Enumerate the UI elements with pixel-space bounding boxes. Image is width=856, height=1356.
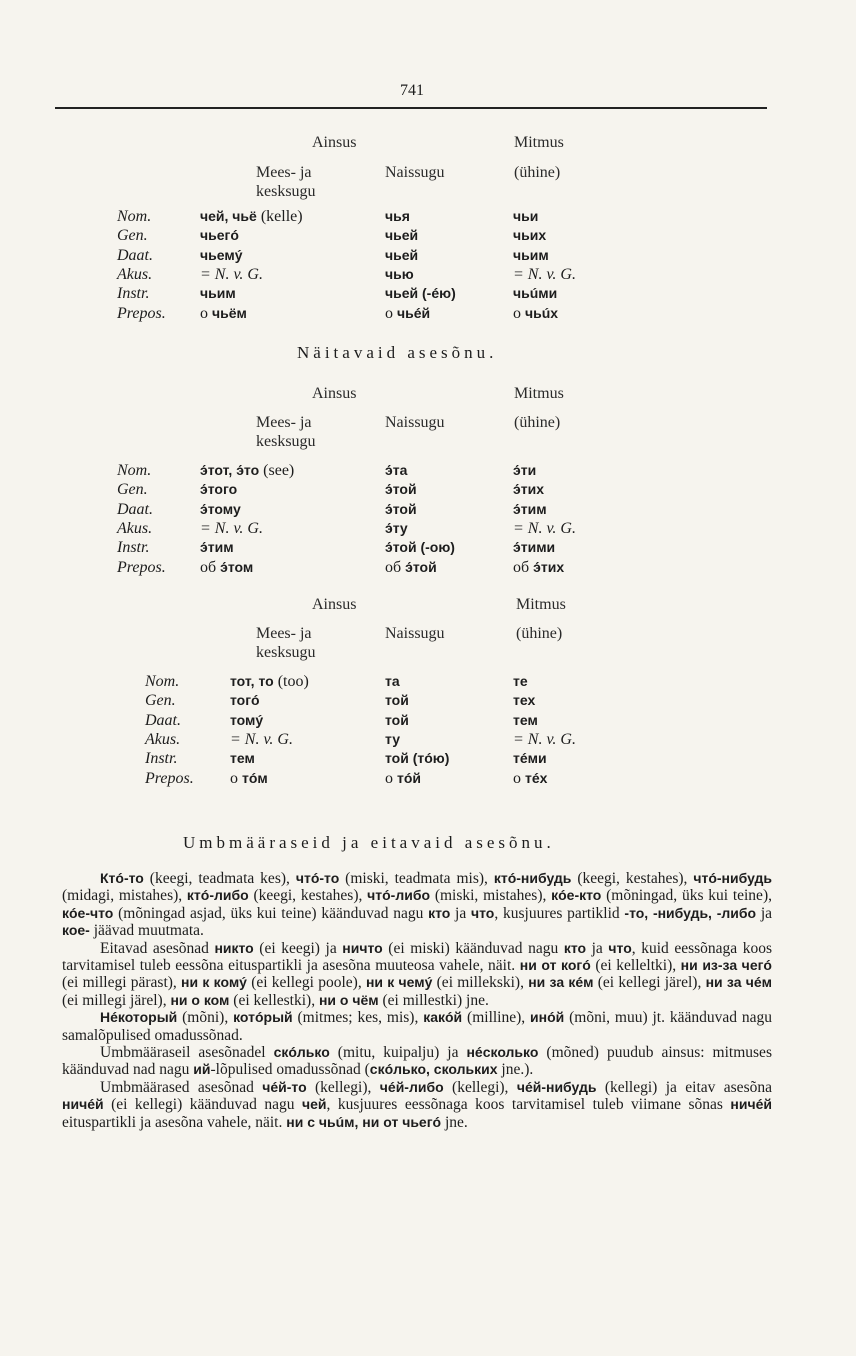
form-plur: э́тими xyxy=(513,539,556,556)
form-fem: э́та xyxy=(385,462,408,478)
form-fem: чьей (-éю) xyxy=(385,285,456,302)
case-label: Instr. xyxy=(117,539,150,557)
form-masc: чьемý xyxy=(200,246,243,263)
case-label: Prepos. xyxy=(117,304,166,322)
case-label: Akus. xyxy=(117,519,153,537)
case-label: Akus. xyxy=(145,730,181,748)
case-label: Prepos. xyxy=(117,558,166,576)
header-uhine: (ühine) xyxy=(516,625,563,642)
header-mitmus: Mitmus xyxy=(514,385,564,402)
form-plur: тех xyxy=(513,692,536,709)
form-fem: о чьéй xyxy=(385,304,431,322)
paragraph: Ктó-то (keegi, teadmata kes), чтó-то (miski, teadmata mis), ктó-нибудь (keegi, kestahes), чтó-нибудь (midagi, mistahes), ктó-либо (keegi, kestahes), чтó-либо (miski, mistahes), кóе-кто (mõningad, üks kui teine), кóе-что (mõningad asjad, üks kui teine) käänduvad nagu кто ja что, kusjuures partiklid -то, -нибудь, -либо ja кое- jäävad muutmata. xyxy=(62,870,773,940)
case-label: Nom. xyxy=(117,462,152,479)
form-masc: = N. v. G. xyxy=(200,265,263,283)
header-naissugu: Naissugu xyxy=(385,625,445,642)
header-mees: Mees- ja xyxy=(256,164,312,181)
header-uhine: (ühine) xyxy=(514,164,561,181)
header-ainsus: Ainsus xyxy=(312,385,357,402)
paragraph: Нéкоторый (mõni), котóрый (mitmes; kes, mis), какóй (milline), инóй (mõni, muu) jt. käänduvad nagu samalõpulised omadussõnad. xyxy=(62,1009,772,1044)
form-fem: той (тóю) xyxy=(385,750,450,767)
form-fem: об э́той xyxy=(385,558,437,576)
form-masc: о тóм xyxy=(230,769,268,787)
header-mees: Mees- ja xyxy=(256,414,312,431)
form-plur: = N. v. G. xyxy=(513,730,576,748)
form-plur: = N. v. G. xyxy=(513,265,576,283)
form-masc: = N. v. G. xyxy=(230,730,293,748)
form-masc: об э́том xyxy=(200,558,254,576)
form-masc: чьим xyxy=(200,285,236,302)
header-mitmus: Mitmus xyxy=(514,134,564,151)
paragraph: Eitavad asesõnad никто (ei keegi) ja ничто (ei miski) käänduvad nagu кто ja что, kuid eessõnaga koos tarvitamisel tuleb eessõna eituspartikli ja asesõna muuteosa vahele, näit. ни от когó (ei kelleltki), ни из-за чегó (ei millegi pärast), ни к комý (ei kellegi poole), ни к чемý (ei millekski), ни за кéм (ei kellegi järel), ни за чéм (ei millegi järel), ни о ком (ei kellestki), ни о чём (ei millestki) jne. xyxy=(62,939,773,1009)
form-masc: тот, то (too) xyxy=(230,673,309,690)
page-number: 741 xyxy=(400,82,424,99)
case-label: Instr. xyxy=(117,285,150,303)
case-label: Gen. xyxy=(117,227,148,245)
form-plur: тéми xyxy=(513,750,547,767)
form-fem: э́той (-ою) xyxy=(385,539,455,556)
form-fem: э́ту xyxy=(385,519,408,536)
form-plur: чьим xyxy=(513,246,549,263)
form-masc: чьегó xyxy=(200,227,239,244)
case-label: Daat. xyxy=(145,711,181,729)
form-fem: чьей xyxy=(385,227,419,244)
form-masc: тем xyxy=(230,750,255,767)
form-plur: те xyxy=(513,673,528,689)
case-label: Daat. xyxy=(117,500,153,518)
form-plur: о чьúх xyxy=(513,304,559,322)
form-plur: тем xyxy=(513,711,538,728)
form-plur: э́тих xyxy=(513,481,544,498)
header-naissugu: Naissugu xyxy=(385,164,445,181)
header-mitmus: Mitmus xyxy=(516,596,566,613)
case-label: Daat. xyxy=(117,246,153,264)
form-masc: э́тому xyxy=(200,500,241,517)
header-naissugu: Naissugu xyxy=(385,414,445,431)
form-fem: чью xyxy=(385,265,414,282)
form-masc: э́тот, э́то (see) xyxy=(200,462,295,479)
header-ainsus: Ainsus xyxy=(312,596,357,613)
form-masc: томý xyxy=(230,711,264,728)
form-plur: о тéх xyxy=(513,769,548,787)
case-label: Nom. xyxy=(145,673,180,690)
header-kesksugu: kesksugu xyxy=(256,183,316,200)
form-plur: э́тим xyxy=(513,500,547,517)
form-masc: = N. v. G. xyxy=(200,519,263,537)
form-fem: о тóй xyxy=(385,769,422,787)
header-kesksugu: kesksugu xyxy=(256,644,316,661)
body-text xyxy=(62,870,772,1131)
case-label: Nom. xyxy=(117,208,152,225)
form-fem: чья xyxy=(385,208,410,224)
header-mees: Mees- ja xyxy=(256,625,312,642)
paragraph: Umbmäärased asesõnad чéй-то (kellegi), чéй-либо (kellegi), чéй-нибудь (kellegi) ja eitav asesõna ничéй (ei kellegi) käänduvad nagu чей, kusjuures eessõnaga koos tarvitamisel tuleb viimane sõnas ничéй eituspartikli ja asesõna vahele, näit. ни с чьúм, ни от чьегó jne. xyxy=(62,1078,773,1131)
case-label: Gen. xyxy=(145,692,176,710)
form-fem: чьей xyxy=(385,246,419,263)
form-masc: э́тим xyxy=(200,539,234,556)
section-umbmaaraseid: Umbmääraseid ja eitavaid asesõnu. xyxy=(183,833,555,852)
form-fem: той xyxy=(385,692,409,709)
case-label: Prepos. xyxy=(145,769,194,787)
header-kesksugu: kesksugu xyxy=(256,433,316,450)
case-label: Instr. xyxy=(145,750,178,768)
form-plur: чьих xyxy=(513,227,547,244)
paragraph: Umbmääraseil asesõnadel скóлько (mitu, kuipalju) ja нéсколько (mõned) puudub ainsus: mitmuses käänduvad nad nagu ий-lõpulised omadussõnad (скóлько, скольких jne.). xyxy=(62,1044,772,1079)
form-fem: той xyxy=(385,711,409,728)
form-plur: = N. v. G. xyxy=(513,519,576,537)
form-plur: чьи xyxy=(513,208,539,224)
form-plur: э́ти xyxy=(513,462,537,478)
form-masc: тогó xyxy=(230,692,260,709)
header-uhine: (ühine) xyxy=(514,414,561,431)
case-label: Akus. xyxy=(117,265,153,283)
form-fem: та xyxy=(385,673,400,689)
form-plur: чьúми xyxy=(513,285,558,302)
form-masc: чей, чьё (kelle) xyxy=(200,208,303,225)
form-plur: об э́тих xyxy=(513,558,565,576)
section-naitavaid: Näitavaid asesõnu. xyxy=(297,343,498,362)
form-fem: э́той xyxy=(385,500,417,517)
header-ainsus: Ainsus xyxy=(312,134,357,151)
form-fem: ту xyxy=(385,730,400,747)
form-masc: э́того xyxy=(200,481,238,498)
form-masc: о чьём xyxy=(200,304,247,322)
header-rule xyxy=(55,107,767,109)
case-label: Gen. xyxy=(117,481,148,499)
form-fem: э́той xyxy=(385,481,417,498)
